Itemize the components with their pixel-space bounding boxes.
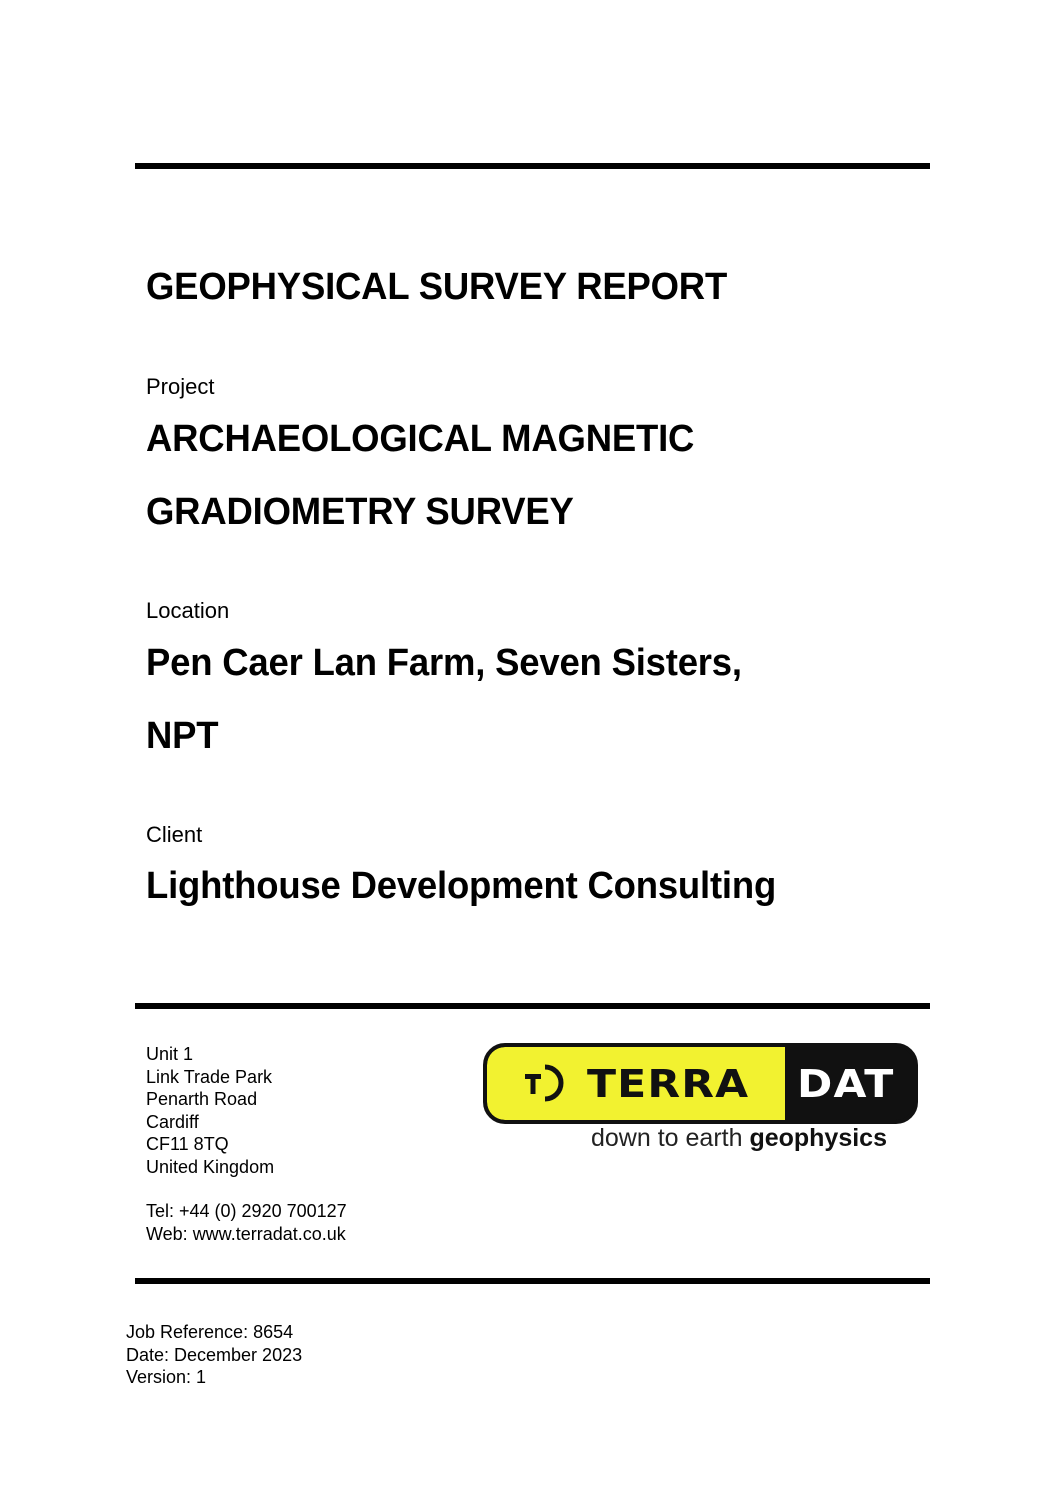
logo-tagline <box>591 1124 887 1153</box>
client-name: Lighthouse Development Consulting <box>146 865 777 907</box>
project-name-line-1: ARCHAEOLOGICAL MAGNETIC <box>146 418 695 460</box>
logo-word-dat: DAT <box>797 1062 895 1106</box>
report-version: Version: 1 <box>126 1367 207 1387</box>
address-line: Unit 1 <box>146 1044 194 1064</box>
report-title: GEOPHYSICAL SURVEY REPORT <box>146 266 728 308</box>
job-reference: Job Reference: 8654 <box>126 1322 294 1342</box>
document-footer <box>126 1321 302 1389</box>
project-label: Project <box>146 374 215 399</box>
terradat-mark-icon <box>521 1061 565 1105</box>
project-name-line-2: GRADIOMETRY SURVEY <box>146 491 574 533</box>
terradat-logo <box>483 1043 918 1124</box>
location-line-1: Pen Caer Lan Farm, Seven Sisters, <box>146 642 742 684</box>
address-line: Link Trade Park <box>146 1066 273 1087</box>
logo-word-terra: TERRA <box>587 1062 750 1106</box>
company-address <box>146 1043 274 1178</box>
client-label: Client <box>146 822 203 847</box>
top-divider <box>135 163 930 169</box>
company-contact <box>146 1200 347 1245</box>
telephone: Tel: +44 (0) 2920 700127 <box>146 1201 347 1221</box>
address-line: Cardiff <box>146 1111 199 1132</box>
location-line-2: NPT <box>146 715 219 757</box>
address-line: Penarth Road <box>146 1089 258 1109</box>
tagline-bold: geophysics <box>749 1124 887 1152</box>
tagline-light: down to earth <box>591 1124 750 1152</box>
address-line: United Kingdom <box>146 1156 275 1177</box>
location-label: Location <box>146 598 230 623</box>
middle-divider <box>135 1003 930 1009</box>
report-date: Date: December 2023 <box>126 1344 303 1365</box>
address-line: CF11 8TQ <box>146 1134 229 1154</box>
bottom-divider <box>135 1278 930 1284</box>
website: Web: www.terradat.co.uk <box>146 1223 346 1244</box>
